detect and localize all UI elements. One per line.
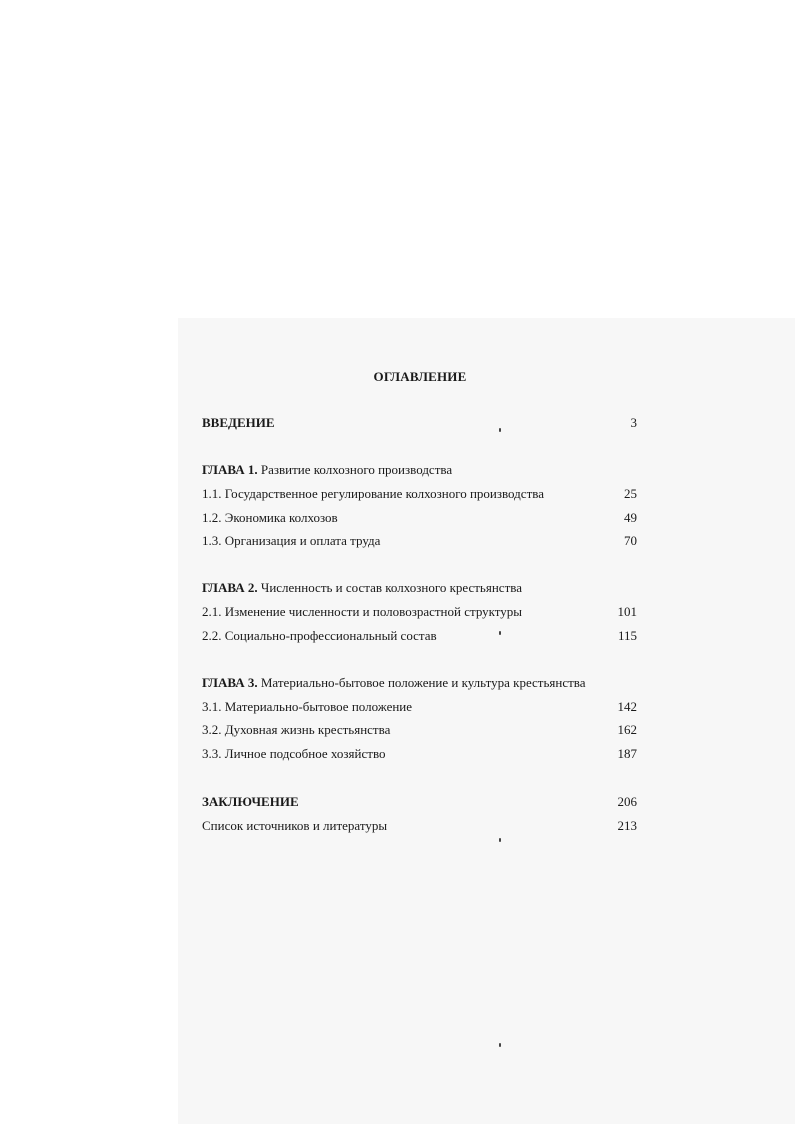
toc-section: [202, 486, 637, 502]
chapter-title: Материально-бытовое положение и культура крестьянства: [260, 675, 586, 690]
page-title: ОГЛАВЛЕНИЕ: [373, 369, 467, 384]
toc-page-number: 3: [630, 415, 637, 430]
toc-entry-label: 3.2. Духовная жизнь крестьянства: [202, 722, 391, 737]
toc-entry-label: 2.2. Социально-профессиональный состав: [202, 628, 437, 643]
toc-entry-label: ВВЕДЕНИЕ: [202, 415, 275, 430]
toc-entry-label: 3.1. Материально-бытовое положение: [202, 699, 413, 714]
toc-section: [202, 510, 637, 526]
toc-entry-intro: [202, 415, 637, 431]
toc-entry-label: 3.3. Личное подсобное хозяйство: [202, 746, 386, 761]
toc-page-number: 49: [624, 510, 637, 525]
toc-section: [202, 533, 637, 549]
scan-speck: [499, 428, 501, 432]
chapter-prefix: ГЛАВА 1.: [202, 462, 258, 477]
scan-speck: [499, 1043, 501, 1047]
toc-page-number: 70: [624, 533, 637, 548]
toc-page-number: 101: [617, 604, 637, 619]
toc-chapter-3: [202, 675, 637, 691]
toc-section: [202, 604, 637, 620]
toc-page-number: 187: [617, 746, 637, 761]
toc-page-number: 206: [617, 794, 637, 809]
chapter-title: Развитие колхозного производства: [260, 462, 453, 477]
chapter-prefix: ГЛАВА 2.: [202, 580, 258, 595]
toc-entry-label: 2.1. Изменение численности и половозрастной структуры: [202, 604, 523, 619]
toc-section: [202, 628, 637, 644]
toc-entry-label: 1.3. Организация и оплата труда: [202, 533, 381, 548]
toc-entry-label: ЗАКЛЮЧЕНИЕ: [202, 794, 299, 809]
toc-section: [202, 699, 637, 715]
toc-entry-bibliography: [202, 818, 637, 834]
scan-speck: [499, 631, 501, 635]
chapter-prefix: ГЛАВА 3.: [202, 675, 258, 690]
toc-page-number: 25: [624, 486, 637, 501]
scan-speck: [499, 838, 501, 842]
toc-entry-conclusion: [202, 794, 637, 810]
chapter-title: Численность и состав колхозного крестьянства: [260, 580, 522, 595]
toc-entry-label: 1.1. Государственное регулирование колхозного производства: [202, 486, 544, 501]
toc-section: [202, 746, 637, 762]
toc-entry-label: Список источников и литературы: [202, 818, 388, 833]
toc-entry-label: 1.2. Экономика колхозов: [202, 510, 338, 525]
toc-chapter-2: [202, 580, 637, 596]
toc-section: [202, 722, 637, 738]
toc-page-number: 162: [617, 722, 637, 737]
toc-page-number: 213: [617, 818, 637, 833]
toc-page-number: 142: [617, 699, 637, 714]
toc-page-number: 115: [617, 628, 637, 643]
toc-chapter-1: [202, 462, 637, 478]
